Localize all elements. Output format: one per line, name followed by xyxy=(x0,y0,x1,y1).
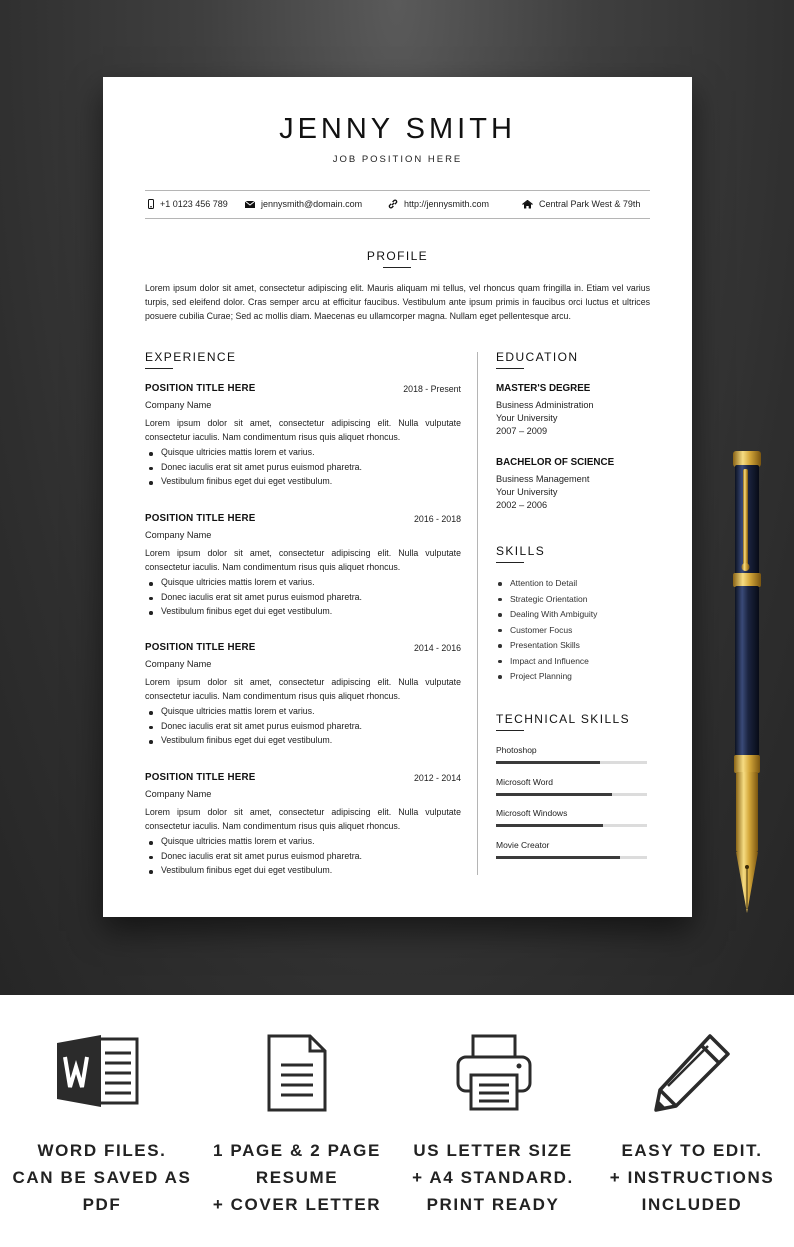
skill-item: Project Planning xyxy=(510,671,572,681)
printer-icon xyxy=(455,1033,533,1113)
job-dates: 2016 - 2018 xyxy=(414,514,461,524)
job-company: Company Name xyxy=(145,789,212,799)
technical-skill-bar xyxy=(496,761,647,764)
link-icon xyxy=(388,199,398,209)
job-bullet: Quisque ultricies mattis lorem et varius. xyxy=(161,447,315,457)
feature-line: 1 PAGE & 2 PAGE xyxy=(213,1141,381,1160)
feature-line: + COVER LETTER xyxy=(212,1195,382,1214)
job-company: Company Name xyxy=(145,400,212,410)
technical-skill-bar-fill xyxy=(496,761,600,764)
job-position-title: POSITION TITLE HERE xyxy=(145,383,256,394)
contact-email-text: jennysmith@domain.com xyxy=(261,199,363,209)
job-dates: 2012 - 2014 xyxy=(414,773,461,783)
contact-website xyxy=(388,199,489,209)
education-field: Business Management xyxy=(496,474,590,484)
contact-email xyxy=(245,199,362,209)
feature-line: PDF xyxy=(82,1195,122,1214)
profile-text: Lorem ipsum dolor sit amet, consectetur adipiscing elit. Mauris aliquam mi tellus, vel rhoncus quam fringilla in. Etiam vel varius turpis, sed eleifend dolor. Cras semper arcu at efficitur faucibus. Vestibulum ante ipsum primis in faucibus orci luctus et ultrices posuere cubilia Curae; Sed ac mollis diam. Maecenas eu ullamcorper magna. Nullam eget pellentesque arcu. xyxy=(145,283,650,321)
technical-skill-bar-fill xyxy=(496,824,603,827)
job-bullet: Quisque ultricies mattis lorem et varius. xyxy=(161,706,315,716)
word-icon xyxy=(55,1033,140,1109)
technical-skill-bar xyxy=(496,856,647,859)
skills-underline xyxy=(496,562,524,563)
feature-line: PRINT READY xyxy=(426,1195,560,1214)
feature-line: WORD FILES. xyxy=(37,1141,167,1160)
job-bullet: Donec iaculis erat sit amet purus euismod pharetra. xyxy=(161,461,362,472)
technical-skills-title: TECHNICAL SKILLS xyxy=(496,712,630,726)
technical-skill-bar-fill xyxy=(496,793,612,796)
technical-skill-label: Microsoft Windows xyxy=(496,808,568,818)
education-underline xyxy=(496,368,524,369)
job-description: Lorem ipsum dolor sit amet, consectetur adipiscing elit. Nulla vulputate consectetur iaculis. Nam condimentum risus quis aliquet rhoncus. xyxy=(145,548,461,572)
resume-page xyxy=(103,77,692,917)
skills-title: SKILLS xyxy=(496,544,546,558)
job-description: Lorem ipsum dolor sit amet, consectetur adipiscing elit. Nulla vulputate consectetur iaculis. Nam condimentum risus quis aliquet rhoncus. xyxy=(145,807,461,831)
resume-name: JENNY SMITH xyxy=(279,113,516,145)
skill-item: Strategic Orientation xyxy=(510,593,588,604)
feature-easy-edit xyxy=(592,1137,792,1218)
job-position-title: POSITION TITLE HERE xyxy=(145,642,256,653)
education-school: Your University xyxy=(496,413,558,423)
fountain-pen xyxy=(724,447,768,917)
education-school: Your University xyxy=(496,487,558,497)
feature-line: + A4 STANDARD. xyxy=(412,1168,574,1187)
technical-skill-bar-fill xyxy=(496,856,620,859)
job-bullet: Quisque ultricies mattis lorem et varius. xyxy=(161,836,315,846)
technical-skills-underline xyxy=(496,730,524,731)
feature-page-count xyxy=(197,1137,397,1218)
contact-address xyxy=(522,199,640,209)
job-position-title: POSITION TITLE HERE xyxy=(145,772,256,783)
feature-line: EASY TO EDIT. xyxy=(621,1141,763,1160)
skill-item: Presentation Skills xyxy=(510,640,580,650)
contact-rule-bottom xyxy=(145,218,650,219)
envelope-icon xyxy=(245,201,255,208)
job-bullet: Vestibulum finibus eget dui eget vestibulum. xyxy=(161,735,333,745)
profile-underline xyxy=(383,267,411,268)
technical-skill-label: Microsoft Word xyxy=(496,776,553,787)
skill-item: Customer Focus xyxy=(510,624,573,635)
technical-skill-bar xyxy=(496,793,647,796)
contact-phone-text: +1 0123 456 789 xyxy=(160,199,228,209)
job-position: JOB POSITION HERE xyxy=(332,154,463,165)
contact-phone xyxy=(148,199,228,209)
job-dates: 2018 - Present xyxy=(403,384,461,394)
education-degree: MASTER'S DEGREE xyxy=(496,383,591,394)
job-description: Lorem ipsum dolor sit amet, consectetur adipiscing elit. Nulla vulputate consectetur iaculis. Nam condimentum risus quis aliquet rhoncus. xyxy=(145,418,461,442)
job-bullet: Vestibulum finibus eget dui eget vestibulum. xyxy=(161,606,333,616)
job-position-title: POSITION TITLE HERE xyxy=(145,513,256,524)
education-field: Business Administration xyxy=(496,400,594,410)
technical-skill-label: Movie Creator xyxy=(496,839,550,850)
skill-item: Attention to Detail xyxy=(510,578,578,588)
education-years: 2007 – 2009 xyxy=(496,426,548,436)
document-icon xyxy=(266,1033,328,1113)
feature-line: INCLUDED xyxy=(641,1195,743,1214)
contact-address-text: Central Park West & 79th xyxy=(539,199,641,209)
job-bullet: Vestibulum finibus eget dui eget vestibulum. xyxy=(161,865,333,875)
job-company: Company Name xyxy=(145,659,212,669)
profile-title: PROFILE xyxy=(366,249,429,263)
education-years: 2002 – 2006 xyxy=(496,500,548,510)
technical-skill-bar xyxy=(496,824,647,827)
job-bullet: Vestibulum finibus eget dui eget vestibulum. xyxy=(161,476,333,486)
feature-line: US LETTER SIZE xyxy=(413,1141,573,1160)
experience-underline xyxy=(145,368,173,369)
job-dates: 2014 - 2016 xyxy=(414,643,461,653)
contact-website-text: http://jennysmith.com xyxy=(404,199,490,209)
feature-line: CAN BE SAVED AS xyxy=(12,1168,192,1187)
job-bullet: Donec iaculis erat sit amet purus euismod pharetra. xyxy=(161,850,362,861)
pencil-icon xyxy=(650,1030,734,1114)
column-divider xyxy=(477,352,478,875)
education-degree: BACHELOR OF SCIENCE xyxy=(496,457,615,468)
job-bullet: Donec iaculis erat sit amet purus euismod pharetra. xyxy=(161,720,362,731)
job-bullet: Quisque ultricies mattis lorem et varius. xyxy=(161,577,315,587)
contact-rule-top xyxy=(145,190,650,191)
feature-line: RESUME xyxy=(255,1168,339,1187)
feature-word-files xyxy=(2,1137,202,1218)
feature-line: + INSTRUCTIONS xyxy=(609,1168,775,1187)
phone-icon xyxy=(148,199,154,209)
technical-skill-label: Photoshop xyxy=(496,745,537,755)
education-title: EDUCATION xyxy=(496,350,579,364)
job-bullet: Donec iaculis erat sit amet purus euismod pharetra. xyxy=(161,591,362,602)
skill-item: Impact and Influence xyxy=(510,655,589,666)
experience-title: EXPERIENCE xyxy=(145,350,237,364)
job-company: Company Name xyxy=(145,530,212,540)
home-icon xyxy=(522,200,533,209)
job-description: Lorem ipsum dolor sit amet, consectetur adipiscing elit. Nulla vulputate consectetur iaculis. Nam condimentum risus quis aliquet rhoncus. xyxy=(145,677,461,701)
skill-item: Dealing With Ambiguity xyxy=(510,609,598,619)
feature-paper-size xyxy=(393,1137,593,1218)
